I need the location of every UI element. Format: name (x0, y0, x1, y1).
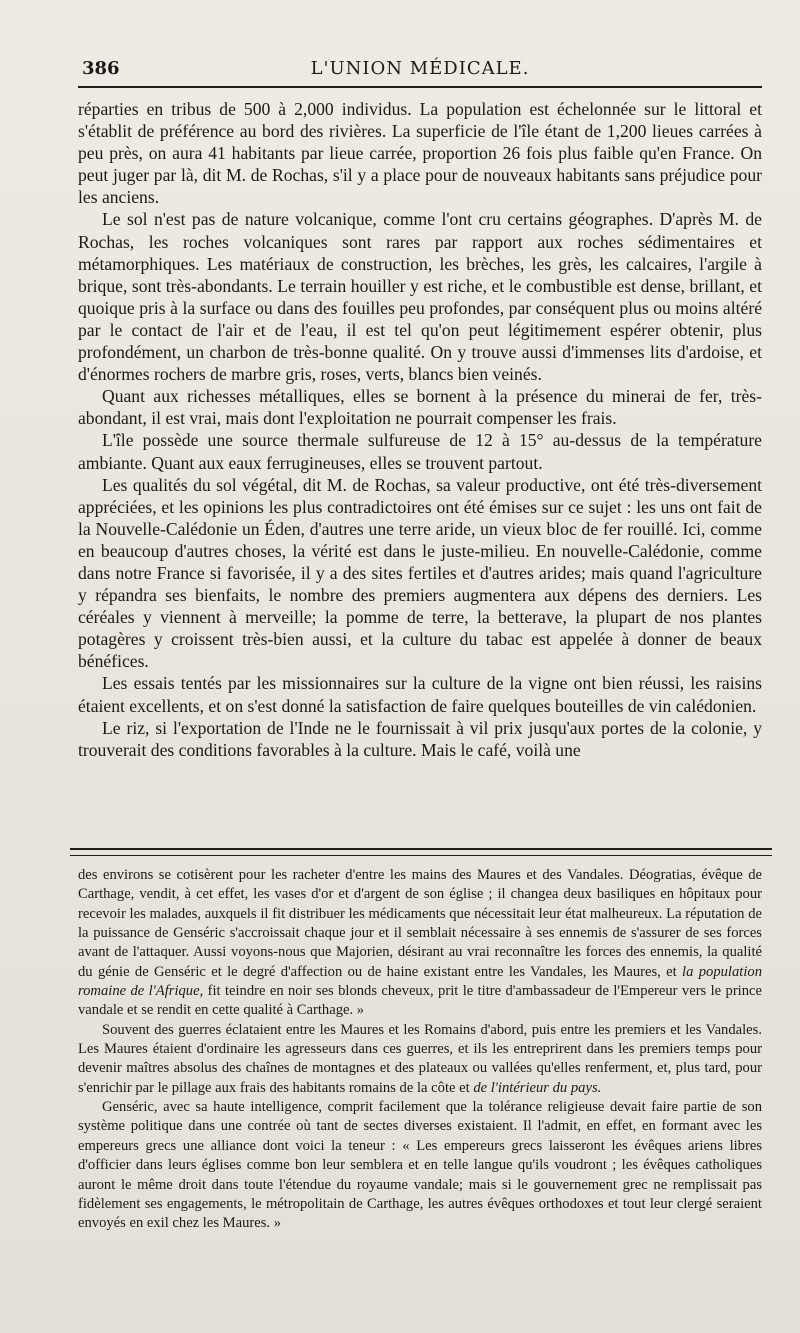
article-paragraph: Le riz, si l'exportation de l'Inde ne le fournissait à vil prix jusqu'aux portes de la colonie, y trouverait des conditions favorables à la culture. Mais le café, voilà une (78, 717, 762, 760)
feuilleton-text: fit teindre en noir ses blonds cheveux, prit le titre d'ambassadeur de l'Empereur vers le prince vandale et se rendit en cette qualité à Carthage. » (78, 983, 762, 1019)
article-paragraph: réparties en tribus de 500 à 2,000 individus. La population est échelonnée sur le littoral et s'établit de préférence au bord des rivières. La superficie de l'île étant de 1,200 lieues carrées à peu près, on aura 41 habitants par lieue carrée, proportion 26 fois plus faible qu'en France. On peut juger par là, dit M. de Rochas, s'il y a place pour de nouveaux habitants sans préjudice pour les anciens. (78, 99, 762, 208)
article-paragraph: Quant aux richesses métalliques, elles se bornent à la présence du minerai de fer, très-abondant, il est vrai, mais dont l'exploitation ne pourrait compenser les frais. (78, 386, 762, 429)
journal-title: L'UNION MÉDICALE. (310, 58, 530, 79)
feuilleton-divider-thick (70, 848, 772, 850)
feuilleton-text: des environs se cotisèrent pour les racheter d'entre les mains des Maures et des Vandales. Déogratias, évêque de Carthage, vendit, à cet effet, les vases d'or et d'argent de son église ; il changea deux basiliques en hôpitaux pour recevoir les malades, auxquels il fit distribuer les médicaments que nécessitait leur état malheureux. La réputation de la puissance de Genséric s'accroissait chaque jour et il semblait nécessaire à ses ennemis de s'assurer de ses forces avant de l'attaquer. Aussi voyons-nous que Majorien, désirant au vrai reconnaître les forces des ennemis, la qualité du génie de Genséric et le degré d'affection ou de haine existant entre les Vandales, les Maures, et (78, 867, 762, 980)
article-paragraph: Les qualités du sol végétal, dit M. de Rochas, sa valeur productive, ont été très-diversement appréciées, et les opinions les plus contradictoires ont été émises sur ce sujet : les uns ont fait de la Nouvelle-Calédonie un Éden, d'autres une terre aride, un vieux bloc de fer rouillé. Ici, comme en beaucoup d'autres choses, la vérité est dans le juste-milieu. En nouvelle-Calédonie, comme dans notre France si favorisée, il y a des sites fertiles et d'autres arides; mais quand l'agriculture y répandra ses bienfaits, le nombre des premiers augmentera aux dépens des derniers. Les céréales y viennent à merveille; la pomme de terre, la betterave, la plupart de nos plantes potagères y croissent très-bien aussi, et la culture du tabac est appelée à donner de beaux bénéfices. (78, 474, 762, 672)
feuilleton-paragraph: Genséric, avec sa haute intelligence, comprit facilement que la tolérance religieuse devait faire partie de son système politique dans une contrée où tant de sectes diverses existaient. Il l'admit, en effet, en formant avec les empereurs grecs une alliance dont voici la teneur : « Les empereurs grecs laisseront les évêques ariens libres d'officier dans leurs églises comme bon leur semblera et en telle langue qu'ils voudront ; les évêques catholiques auront le même droit dans toute l'étendue du royaume vandale; mais si le gouvernement grec ne remplissait pas fidèlement ses engagements, le métropolitain de Carthage, les autres évêques orthodoxes et tout leur clergé seraient envoyés en exil chez les Maures. » (78, 1099, 762, 1232)
page-number: 386 (82, 58, 120, 79)
article-paragraph: Les essais tentés par les missionnaires sur la culture de la vigne ont bien réussi, les raisins étaient excellents, et on s'est donné la satisfaction de faire quelques bouteilles de vin calédonien. (78, 673, 762, 716)
article-paragraph: Le sol n'est pas de nature volcanique, comme l'ont cru certains géographes. D'après M. de Rochas, les roches volcaniques sont rares par rapport aux roches sédimentaires et métamorphiques. Les matériaux de construction, les brèches, les grès, les calcaires, l'argile à brique, sont très-abondants. Le terrain houiller y est riche, et le combustible est dense, brillant, et quoique pris à la surface ou dans des fouilles peu profondes, par conséquent plus ou moins altéré par le contact de l'air et de l'eau, il est tel qu'on peut légitimement espérer obtenir, plus profondément, un charbon de très-bonne qualité. On y trouve aussi d'immenses lits d'ardoise, et d'énormes rochers de marbre gris, roses, verts, blancs bien veinés. (78, 209, 762, 385)
article-paragraph: L'île possède une source thermale sulfureuse de 12 à 15° au-dessus de la température ambiante. Quant aux eaux ferrugineuses, elles se trouvent partout. (78, 430, 762, 473)
feuilleton-divider-thin (70, 855, 772, 856)
main-article (78, 98, 762, 761)
feuilleton-italic-text: de l'intérieur du pays. (473, 1079, 602, 1096)
feuilleton-text: Souvent des guerres éclataient entre les Maures et les Romains d'abord, puis entre les premiers et les Vandales. Les Maures étaient d'ordinaire les agresseurs dans ces guerres, et ils les entreprirent dans les premiers temps pour devenir maîtres absolus des chaînes de montagnes et des plateaux ou vallées qu'elles renferment, et, plus tard, pour s'enrichir par le pillage aux frais des habitants romains de la côte et (78, 1021, 762, 1096)
feuilleton-paragraph (78, 1021, 762, 1098)
page-header (78, 52, 762, 88)
feuilleton-paragraph (78, 866, 762, 1021)
feuilleton-section (78, 866, 762, 1234)
feuilleton-italic-text: la population romaine de l'Afrique, (78, 963, 762, 1000)
